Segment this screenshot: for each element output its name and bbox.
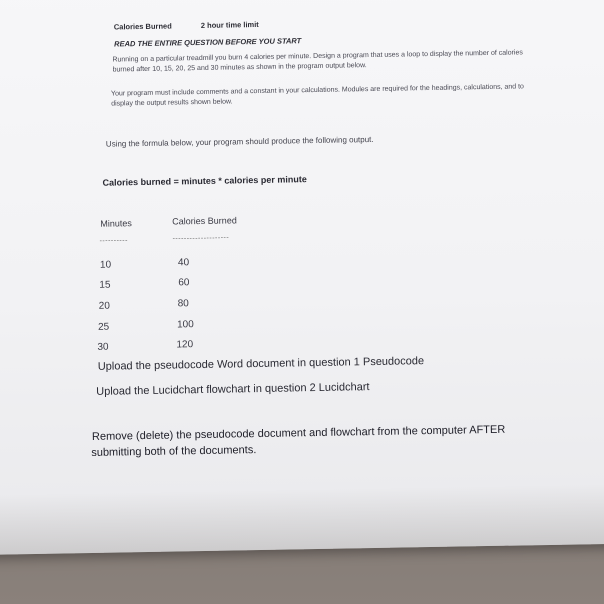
formula: Calories burned = minutes * calories per minute bbox=[102, 174, 307, 188]
table-row: 15 bbox=[99, 279, 111, 291]
table-row: 20 bbox=[98, 300, 110, 312]
table-separator-minutes: ---------- bbox=[99, 237, 128, 245]
instruction-heading: READ THE ENTIRE QUESTION BEFORE YOU START bbox=[114, 36, 302, 49]
table-cell: 60 bbox=[178, 277, 190, 289]
table-row: 10 bbox=[99, 259, 112, 271]
table-cell: 120 bbox=[176, 339, 194, 351]
table-cell: 80 bbox=[177, 298, 189, 310]
upload-instruction-flowchart: Upload the Lucidchart flowchart in question 2 Lucidchart bbox=[96, 381, 370, 398]
paragraph-2: Your program must include comments and a constant in your calculations. Modules are required for the headings, calculations, and to display the output results shown below. bbox=[110, 83, 524, 108]
closing-line-1: Remove (delete) the pseudocode document and flowchart from the computer AFTER bbox=[91, 423, 506, 443]
table-cell: 100 bbox=[176, 319, 194, 331]
paper-shadow bbox=[0, 483, 604, 555]
table-cell: 40 bbox=[177, 257, 190, 269]
table-row: 30 bbox=[97, 341, 109, 353]
upload-instruction-pseudocode: Upload the pseudocode Word document in question 1 Pseudocode bbox=[97, 355, 425, 373]
time-limit: 2 hour time limit bbox=[200, 19, 259, 30]
table-separator-calories: -------------------- bbox=[172, 234, 230, 243]
table-row: 25 bbox=[97, 321, 110, 333]
document-title: Calories Burned bbox=[113, 21, 172, 32]
formula-intro: Using the formula below, your program should produce the following output. bbox=[105, 134, 374, 149]
closing-line-2: submitting both of the documents. bbox=[91, 444, 257, 459]
paragraph-1: Running on a particular treadmill you burn 4 calories per minute. Design a program that uses a loop to display the number of calories burned after 10, 15, 20, 25 and 30 minutes as shown in the program output below. bbox=[112, 49, 523, 74]
table-header-minutes: Minutes bbox=[100, 218, 132, 229]
table-header-calories: Calories Burned bbox=[172, 215, 237, 227]
